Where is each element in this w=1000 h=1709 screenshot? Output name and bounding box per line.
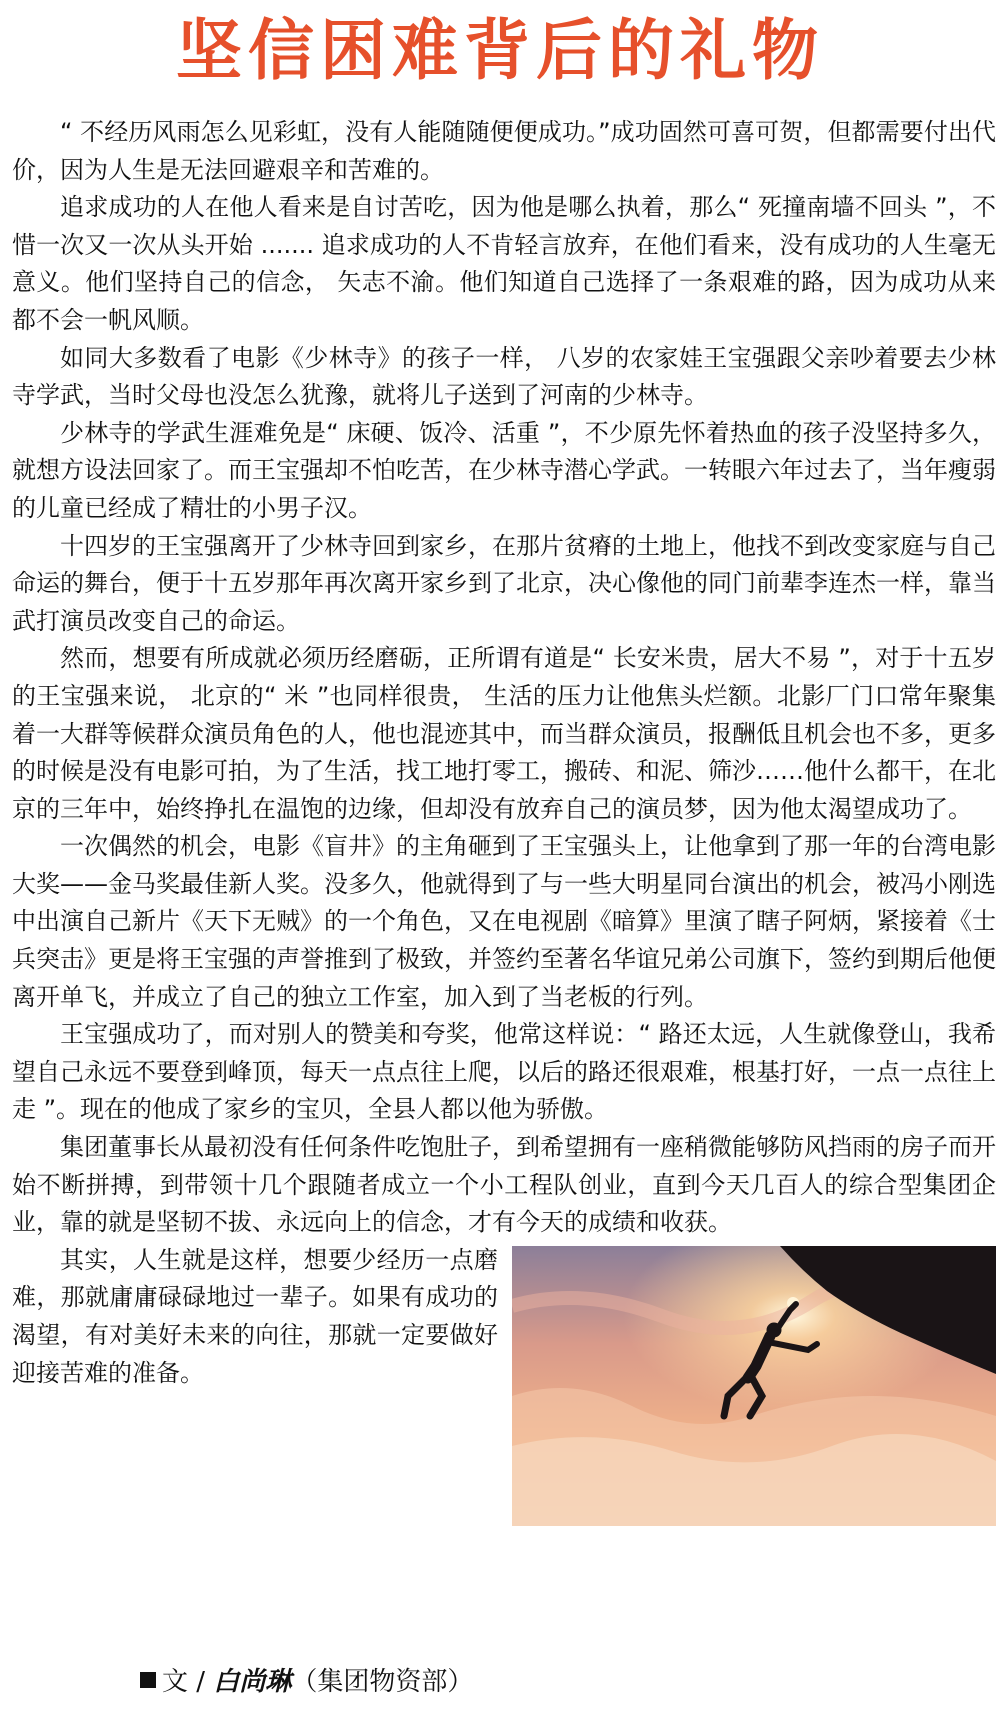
byline: [140, 1664, 473, 1700]
paragraph-6: 然而，想要有所成就必须历经磨砺，正所谓有道是“ 长安米贵，居大不易 ”，对于十五岁的王宝强来说， 北京的“ 米 ”也同样很贵， 生活的压力让他焦头烂额。北影厂门口常年聚集着一大群等候群众演员角色的人，他也混迹其中，而当群众演员，报酬低且机会也不多，更多的时候是没有电影可拍，为了生活，找工地打零工，搬砖、和泥、筛沙……他什么都干，在北京的三年中，始终挣扎在温饱的边缘，但却没有放弃自己的演员梦，因为他太渴望成功了。: [12, 644, 996, 823]
byline-prefix: 文 /: [162, 1667, 214, 1697]
climber-photo: [512, 1246, 996, 1526]
byline-dept: （集团物资部）: [291, 1667, 474, 1697]
paragraph-10: 其实，人生就是这样，想要少经历一点磨难，那就庸庸碌碌地过一辈子。如果有成功的渴望，有对美好未来的向往，那就一定要做好迎接苦难的准备。: [12, 1245, 498, 1387]
paragraph-2: 追求成功的人在他人看来是自讨苦吃，因为他是哪么执着，那么“ 死撞南墙不回头 ”，不惜一次又一次从头开始 ....... 追求成功的人不肯轻言放弃，在他们看来，没有成功的人生毫无意义。他们坚持自己的信念， 矢志不渝。他们知道自己选择了一条艰难的路，因为成功从来都不会一帆风顺。: [12, 193, 996, 334]
byline-author: 白尚琳: [213, 1667, 292, 1697]
paragraph-5: 十四岁的王宝强离开了少林寺回到家乡，在那片贫瘠的土地上，他找不到改变家庭与自己命运的舞台，便于十五岁那年再次离开家乡到了北京，决心像他的同门前辈李连杰一样，靠当武打演员改变自己的命运。: [12, 531, 996, 635]
article-title: 坚信困难背后的礼物: [176, 11, 824, 89]
paragraph-3: 如同大多数看了电影《少林寺》的孩子一样， 八岁的农家娃王宝强跟父亲吵着要去少林寺学武，当时父母也没怎么犹豫，就将儿子送到了河南的少林寺。: [12, 343, 996, 410]
paragraph-8: 王宝强成功了，而对别人的赞美和夸奖，他常这样说：“ 路还太远，人生就像登山，我希望自己永远不要登到峰顶，每天一点点往上爬，以后的路还很艰难，根基打好，一点一点往上走 ”。现在的他成了家乡的宝贝，全县人都以他为骄傲。: [12, 1020, 996, 1124]
paragraph-7: 一次偶然的机会，电影《盲井》的主角砸到了王宝强头上，让他拿到了那一年的台湾电影大奖——金马奖最佳新人奖。没多久，他就得到了与一些大明星同台演出的机会，被冯小刚选中出演自己新片《天下无贼》的一个角色，又在电视剧《暗算》里演了瞎子阿炳，紧接着《士兵突击》更是将王宝强的声誉推到了极致，并签约至著名华谊兄弟公司旗下，签约到期后他便离开单飞，并成立了自己的独立工作室，加入到了当老板的行列。: [12, 832, 996, 1011]
square-bullet-icon: [140, 1672, 156, 1688]
paragraph-1: “ 不经历风雨怎么见彩虹，没有人能随随便便成功。”成功固然可喜可贺，但都需要付出代价，因为人生是无法回避艰辛和苦难的。: [12, 118, 996, 184]
article-body: [12, 114, 996, 1526]
paragraph-9: 集团董事长从最初没有任何条件吃饱肚子，到希望拥有一座稍微能够防风挡雨的房子而开始不断拼搏，到带领十几个跟随者成立一个小工程队创业，直到今天几百人的综合型集团企业，靠的就是坚韧不拔、永远向上的信念，才有今天的成绩和收获。: [12, 1133, 996, 1237]
paragraph-4: 少林寺的学武生涯难免是“ 床硬、饭冷、活重 ”，不少原先怀着热血的孩子没坚持多久，就想方设法回家了。而王宝强却不怕吃苦，在少林寺潜心学武。一转眼六年过去了，当年瘦弱的儿童已经成了精壮的小男子汉。: [12, 418, 996, 522]
